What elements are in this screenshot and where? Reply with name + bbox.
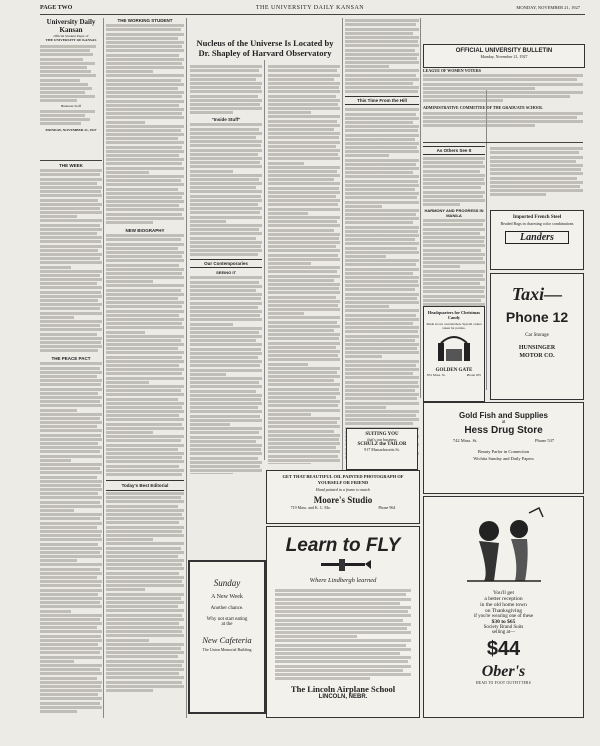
imported-title: Imported French Steel	[512, 215, 562, 220]
nameplate-box	[40, 18, 102, 158]
cafeteria-line4: Why not start eating	[206, 617, 248, 622]
lincoln-airplane-ad	[266, 526, 420, 718]
hill-heading: This Time From the Hill	[357, 98, 407, 104]
contemporaries-box	[190, 259, 262, 268]
cafeteria-ad	[188, 560, 266, 714]
article-text	[345, 19, 419, 93]
hill-heading-box	[345, 96, 419, 105]
nameplate-rule	[40, 160, 102, 161]
right-text-column	[490, 146, 583, 206]
bulletin-rule	[423, 142, 583, 143]
obers-logo: Ober's	[481, 663, 526, 680]
obers-line7: Society Brand Suits	[483, 625, 524, 630]
nucleus-headline: Nucleus of the Universe Is Located by Dr. Shapley of Harvard Observatory	[196, 38, 334, 58]
column-two	[106, 18, 184, 718]
dollar-sign-icon: $	[486, 638, 498, 660]
nameplate-dateline: MONDAY, NOVEMBER 21, 1927	[45, 128, 97, 133]
obers-line8: selling at—	[491, 630, 516, 635]
column-rule	[186, 18, 187, 718]
business-staff-heading: Business Staff	[60, 104, 82, 109]
bulletin-box	[423, 44, 585, 68]
column-rule	[420, 18, 421, 398]
column-rule	[264, 60, 265, 460]
bulletin-admin: ADMINISTRATIVE COMMITTEE OF THE GRADUATE SCHOOL	[423, 105, 543, 111]
golden-gate-address: 831 Mass. St.	[427, 372, 446, 377]
article-text	[268, 65, 340, 464]
bulletin-notices	[423, 68, 583, 140]
imported-steel-ad	[490, 210, 584, 270]
obers-line5: if you're wearing one of these	[473, 614, 534, 619]
new-biography-heading: NEW BIOGRAPHY	[125, 228, 165, 233]
obers-price-value: 44	[497, 638, 521, 660]
obers-line6: $30 to $65	[491, 619, 516, 625]
cafeteria-line3: Another chance.	[210, 606, 244, 611]
article-text	[190, 123, 262, 256]
moore-contact	[267, 505, 419, 510]
others-box	[423, 146, 485, 155]
fly-school: The Lincoln Airplane School	[290, 684, 396, 695]
obers-ad	[423, 496, 584, 718]
contemporaries-heading: Our Contemporaries	[204, 261, 248, 267]
hess-phone: Phone 537	[535, 438, 555, 443]
article-text	[345, 108, 419, 459]
landers-logo: Landers	[505, 231, 569, 244]
business-staff-list	[40, 110, 102, 126]
others-heading: As Others See It	[436, 148, 472, 153]
bulletin-subtitle: Monday, November 21, 1927	[480, 54, 528, 59]
hunsinger-name: HUNSINGER MOTOR CO.	[518, 345, 556, 359]
imported-sub: Beaded Bags in charming color combinations	[500, 221, 574, 226]
hess-beauty: Beauty Parlor in Connection	[477, 449, 530, 454]
hess-line1: Gold Fish and Supplies	[459, 411, 548, 420]
hess-drug-ad	[423, 402, 584, 494]
obers-line2: a better reception	[484, 596, 523, 602]
column-rule	[342, 18, 343, 478]
fly-city: LINCOLN, NEBR.	[318, 694, 368, 701]
moore-name: Moore's Studio	[313, 495, 373, 505]
hess-address: 742 Mass. St.	[452, 438, 478, 443]
golden-gate-headline: Headquarters for Christmas Candy	[427, 310, 481, 320]
article-text	[190, 276, 262, 474]
cafeteria-line5: at the	[221, 622, 233, 627]
obers-line4: on Thanksgiving	[484, 608, 523, 614]
taxi-title: Taxi—	[511, 284, 563, 304]
working-student-heading: THE WORKING STUDENT	[117, 18, 173, 23]
cafeteria-name: New Cafeteria	[202, 635, 252, 645]
notice-text	[423, 74, 583, 102]
hill-column	[345, 18, 419, 468]
editorial-heading-week: THE WEEK	[59, 163, 83, 168]
editorial-column	[40, 163, 102, 713]
suiting-line3: SCHULZ the TAILOR	[357, 442, 407, 447]
golden-gate-name: GOLDEN GATE	[435, 367, 473, 373]
golden-gate-contact	[424, 373, 484, 377]
fly-sub: Where Lindbergh learned	[309, 577, 377, 584]
bulletin-title: OFFICIAL UNIVERSITY BULLETIN	[455, 48, 553, 54]
hess-contact	[424, 438, 583, 443]
taxi-phone: Phone 12	[505, 309, 569, 325]
nameplate-title: University Daily Kansan	[46, 18, 96, 34]
golden-gate-phone: Phone 935	[466, 372, 481, 377]
masthead-rule	[40, 14, 585, 15]
suiting-line1: SUITING YOU	[365, 432, 399, 437]
obers-tagline: HEAD TO FOOT OUTFITTERS	[475, 681, 532, 685]
article-text	[106, 492, 184, 692]
schulz-tailor-ad	[346, 428, 418, 470]
golden-gate-sub: Made in our own kitchen. Special orders taken for parties.	[426, 322, 482, 331]
bulletin-league: LEAGUE OF WOMEN VOTERS	[423, 68, 481, 73]
nameplate-school: THE UNIVERSITY OF KANSAS	[45, 38, 97, 42]
nameplate-subtitle: Official Student Paper of	[53, 34, 89, 38]
editorial-text	[40, 169, 102, 352]
page-number: PAGE TWO	[40, 5, 73, 11]
seeing-it-heading: SEEING IT	[216, 270, 236, 276]
suiting-line2: that's our business	[367, 437, 397, 442]
editorial-heading-peace: THE PEACE PACT	[51, 356, 91, 362]
moore-sub: Hand painted in a frame to match	[315, 487, 371, 492]
ad-text	[267, 584, 419, 680]
article-text	[423, 157, 485, 206]
masthead-date: MONDAY, NOVEMBER 21, 1927	[516, 5, 580, 10]
golden-gate-logo	[434, 333, 474, 363]
moore-title: GET THAT BEAUTIFUL OIL PAINTED PHOTOGRAPH OF YOURSELF OR FRIEND	[282, 474, 404, 485]
editorial-text	[40, 362, 102, 713]
staff-listing	[40, 45, 102, 102]
paper-title: THE UNIVERSITY DAILY KANSAN	[255, 5, 365, 11]
moores-studio-ad	[266, 470, 420, 524]
airplane-icon	[313, 558, 373, 572]
thanksgiving-illustration	[459, 503, 549, 583]
moore-address: 719 Mass. and K. C. Mo.	[290, 505, 331, 510]
hess-line3: Hess Drug Store	[464, 425, 543, 436]
taxi-ad	[490, 273, 584, 400]
best-editorial-heading: Today's Best Editorial	[121, 482, 169, 488]
article-text	[106, 24, 184, 224]
inside-stuff-heading: "Inside Stuff"	[211, 117, 241, 123]
car-storage: Car Storage	[525, 333, 549, 338]
obers-price	[424, 638, 583, 661]
fly-title: Learn to FLY	[285, 535, 401, 556]
article-text	[106, 234, 184, 476]
article-text	[490, 147, 583, 196]
obers-line3: in the old home town	[480, 602, 527, 608]
cafeteria-line2: A New Week	[211, 594, 243, 600]
hess-line2: at	[501, 420, 506, 425]
harmony-heading: HARMONY AND PROGRESS IN MANILA	[424, 208, 484, 219]
obers-line1: You'll get	[492, 590, 515, 596]
nucleus-article-left	[190, 64, 262, 474]
best-editorial-box	[106, 480, 184, 491]
article-text	[190, 65, 262, 114]
cafeteria-sub: The Union Memorial Building	[202, 647, 252, 652]
golden-gate-ad	[423, 306, 485, 402]
suiting-line4: 917 Massachusetts St.	[364, 447, 400, 452]
column-rule	[103, 18, 104, 718]
moore-phone: Phone 964	[378, 505, 396, 510]
cafeteria-line1: Sunday	[213, 578, 241, 588]
notice-text	[423, 112, 583, 128]
nucleus-article-right	[268, 64, 340, 464]
hess-papers: Wichita Sunday and Daily Papers	[473, 456, 534, 461]
